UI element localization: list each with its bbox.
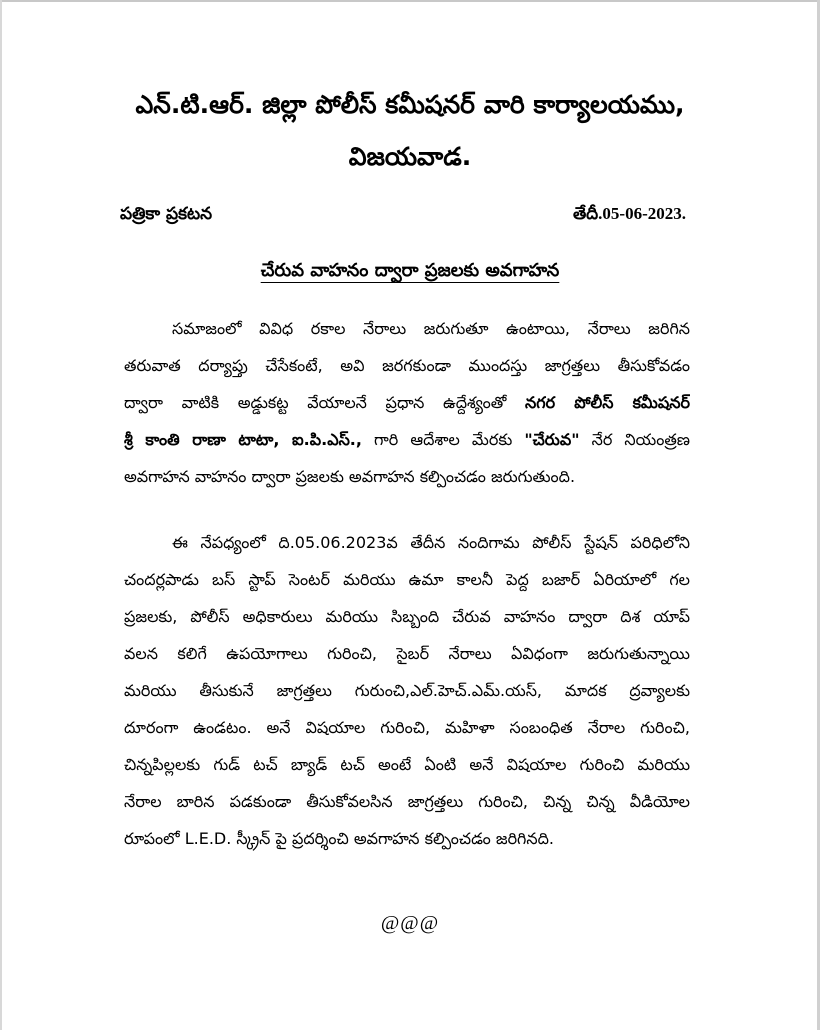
commissioner-title: నగర పోలీస్ కమీషనర్ [525,393,690,412]
paragraph-line: మరియు తీసుకునే జాగ్రత్తలు గురుంచి,ఎల్.హెచ్.ఎమ్.యస్, మాదక ద్రవ్యాలకు [124,681,690,700]
paragraph-line: నేరాల బారిన పడకుండా తీసుకోవలసిన జాగ్రత్తలు గురించి, చిన్న చిన్న వీడియోల [124,792,690,811]
paragraph-2 [124,524,690,857]
paragraph-line [124,421,690,458]
end-mark: @@@ [380,912,440,934]
paragraph-1 [124,310,690,495]
paragraph-line: సమాజంలో వివిధ రకాల నేరాలు జరుగుతూ ఉంటాయి, నేరాలు జరిగిన [172,319,690,338]
page-top-border [0,0,820,2]
paragraph-line: తరువాత దర్యాప్తు చేసేకంటే, అవి జరగకుండా ముందస్తు జాగ్రత్తలు తీసుకోవడం [124,356,690,375]
subject-heading [0,260,820,285]
commissioner-name: శ్రీ కాంతి రాణా టాటా, ఐ.పి.ఎస్., [124,430,362,449]
line-segment: గారి ఆదేశాల మేరకు [361,430,525,449]
paragraph-line: దూరంగా ఉండటం. అనే విషయాల గురించి, మహిళా సంబంధిత నేరాల గురించి, [124,718,690,737]
press-release-label: పత్రికా ప్రకటన [120,204,213,224]
paragraph-line: అవగాహన వాహనం ద్వారా ప్రజలకు అవగాహన కల్పించడం జరుగుతుంది. [124,467,576,486]
line-segment: ద్వారా వాటికి అడ్డుకట్ట వేయాలనే ప్రధాన ఉద్దేశ్యంతో [124,393,526,412]
paragraph-line: చందర్లపాడు బస్ స్టాప్ సెంటర్ మరియు ఉమా కాలనీ పెద్ద బజార్ ఏరియాలో గల [124,570,690,589]
paragraph-line: రూపంలో L.E.D. స్క్రీన్ పై ప్రదర్శించి అవగాహన కల్పించడం జరిగినది. [124,829,554,848]
release-date: తేదీ.05-06-2023. [572,204,686,223]
line-segment: నేర నియంత్రణ [579,430,690,449]
paragraph-line [124,384,690,421]
subject-text: చేరువ వాహనం ద్వారా ప్రజలకు అవగాహన [260,260,560,281]
paragraph-line: చిన్నపిల్లలకు గుడ్ టచ్ బ్యాడ్ టచ్ అంటే ఏంటి అనే విషయాల గురించి మరియు [124,755,690,774]
cheruva-name: "చేరువ" [524,430,580,449]
office-city: విజయవాడ. [348,142,472,171]
paragraph-line: ప్రజలకు, పోలీస్ అధికారులు మరియు సిబ్బంది చేరువ వాహనం ద్వారా దిశ యాప్ [124,607,690,626]
office-title: ఎన్.టి.ఆర్. జిల్లా పోలీస్ కమీషనర్ వారి కార్యాలయము, [135,90,685,119]
paragraph-line: ఈ నేపధ్యంలో ది.05.06.2023వ తేదీన నందిగామ పోలీస్ స్టేషన్ పరిధిలోని [172,533,690,552]
paragraph-line: వలన కలిగే ఉపయోగాలు గురించి, సైబర్ నేరాలు ఏవిధంగా జరుగుతున్నాయి [124,644,690,663]
